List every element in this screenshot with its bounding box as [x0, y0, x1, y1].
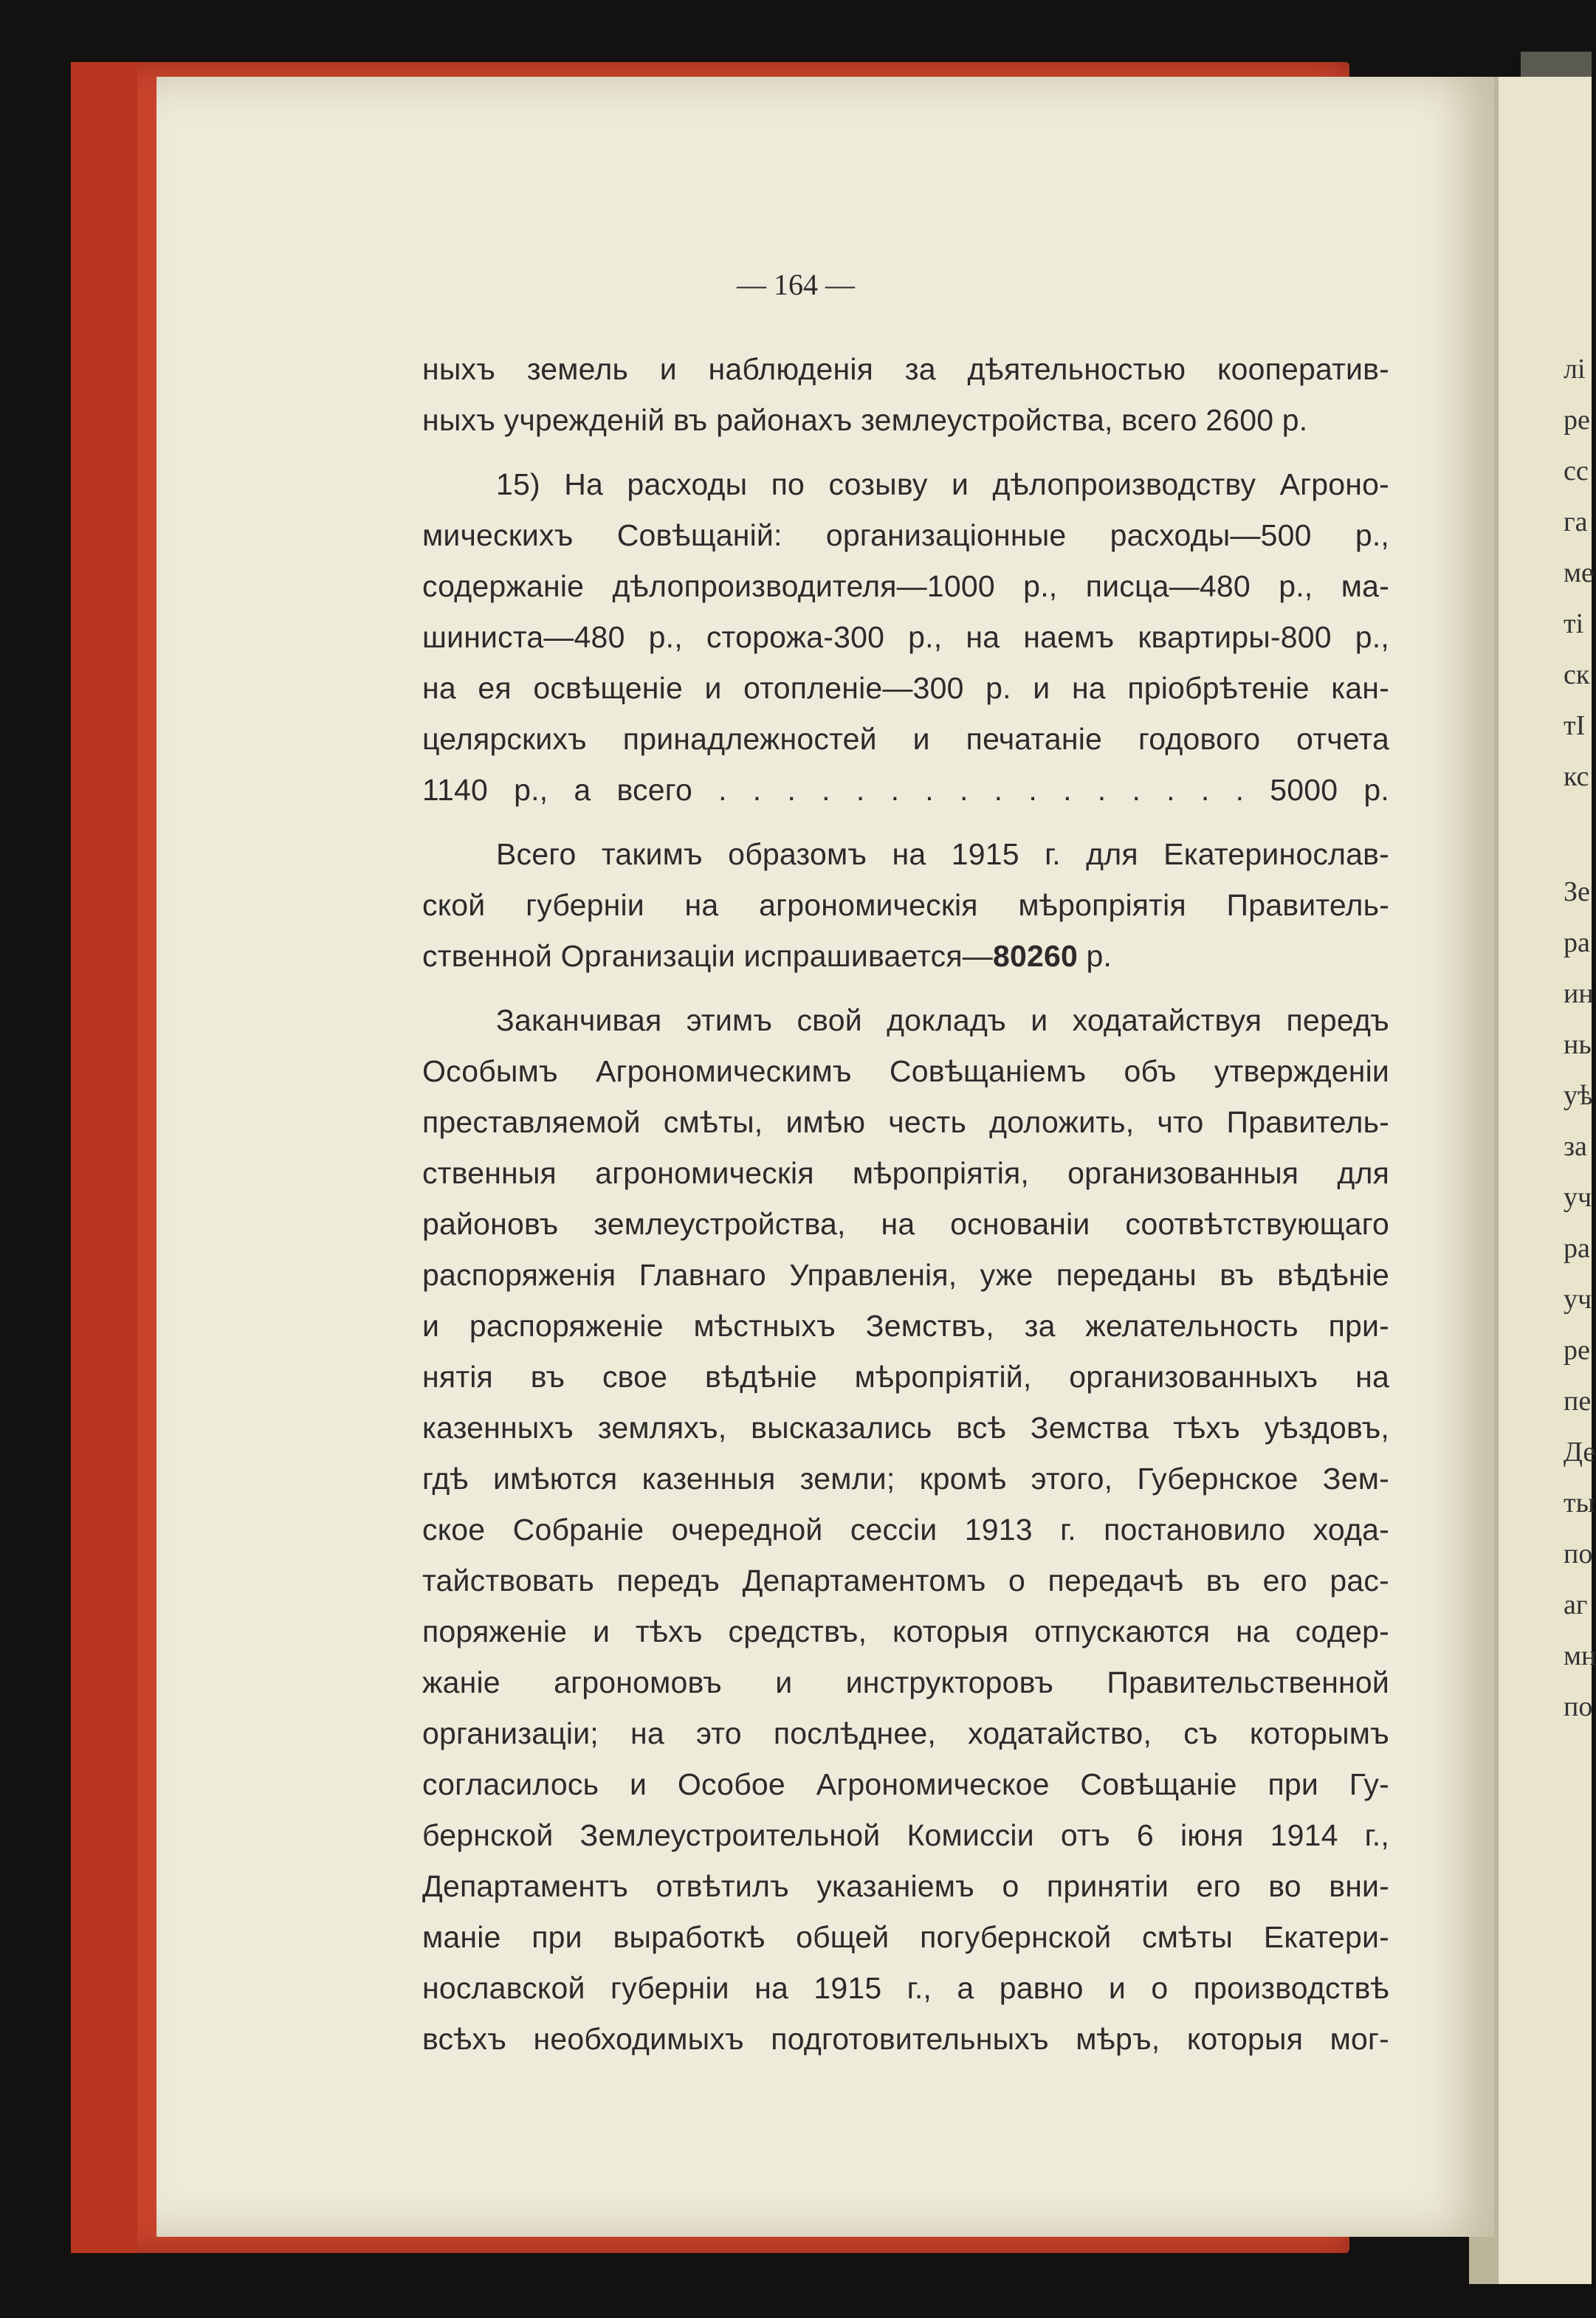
facing-page-fragment: Де [1564, 1437, 1596, 1468]
total-amount: 80260 [992, 939, 1078, 973]
facing-page-fragment: ті [1564, 608, 1584, 639]
text-line: ныхъ земель и наблюденія за дѣятельностью кооператив- [422, 352, 1389, 386]
text-line: жаніе агрономовъ и инструкторовъ Правительственной [422, 1665, 1389, 1699]
text-line: преставляемой смѣты, имѣю честь доложить, что Правитель- [422, 1105, 1389, 1139]
facing-page-fragment: ра [1564, 927, 1590, 958]
facing-page-fragment: ме [1564, 557, 1594, 588]
text-line: Департаментъ отвѣтилъ указаніемъ о принятіи его во вни- [422, 1869, 1389, 1903]
facing-page-fragment: кс [1564, 761, 1589, 792]
text-line: и распоряженіе мѣстныхъ Земствъ, за желательность при- [422, 1309, 1389, 1343]
page-text [422, 344, 1389, 2065]
facing-page-fragment: по [1564, 1691, 1593, 1722]
text-line: нятія въ свое вѣдѣніе мѣропріятій, организованныхъ на [422, 1360, 1389, 1394]
total-suffix: р. [1077, 939, 1112, 973]
text-line: на ея освѣщеніе и отопленіе—300 р. и на пріобрѣтеніе кан- [422, 671, 1389, 705]
facing-page-fragment: пе [1564, 1386, 1592, 1417]
facing-page-fragment: ре [1564, 1335, 1590, 1366]
facing-page-fragment: ра [1564, 1233, 1590, 1264]
facing-page-fragment: аг [1564, 1589, 1588, 1620]
text-line: организаціи; на это послѣднее, ходатайство, съ которымъ [422, 1716, 1389, 1750]
total-label: ственной Организаціи испрашивается— [422, 939, 993, 973]
text-line: ныхъ учрежденій въ районахъ землеустройства, всего 2600 р. [422, 403, 1308, 437]
text-line: гдѣ имѣются казенныя земли; кромѣ этого, Губернское Зем- [422, 1462, 1389, 1496]
text-line: бернской Землеустроительной Комиссіи отъ 6 іюня 1914 г., [422, 1818, 1389, 1852]
text-line: нославской губерніи на 1915 г., а равно и о производствѣ [422, 1971, 1389, 2005]
text-line: 15) На расходы по созыву и дѣлопроизводству Агроно- [496, 467, 1389, 501]
facing-page-fragment: нь [1564, 1029, 1592, 1060]
total-line [422, 931, 1389, 982]
text-line: Заканчивая этимъ свой докладъ и ходатайствуя передъ [496, 1003, 1389, 1037]
text-line: 1140 р., а всего . . . . . . . . . . . . . . . . 5000 р. [422, 773, 1389, 807]
text-line: маніе при выработкѣ общей погубернской смѣты Екатери- [422, 1920, 1389, 1954]
facing-page-fragment: за [1564, 1131, 1587, 1162]
text-line: мическихъ Совѣщаній: организаціонные расходы—500 р., [422, 518, 1389, 552]
facing-page-fragment: ты [1564, 1488, 1595, 1519]
text-line: поряженіе и тѣхъ средствъ, которыя отпускаются на содер- [422, 1614, 1389, 1648]
text-line: тайствовать передъ Департаментомъ о передачѣ въ его рас- [422, 1564, 1389, 1598]
page-number: — 164 — [737, 268, 855, 301]
text-line: Всего такимъ образомъ на 1915 г. для Екатеринослав- [496, 837, 1389, 871]
text-line: ственныя агрономическія мѣропріятія, организованныя для [422, 1156, 1389, 1190]
facing-page-fragment: лі [1564, 354, 1586, 385]
text-line: шиниста—480 р., сторожа-300 р., на наемъ квартиры-800 р., [422, 620, 1389, 654]
facing-page-fragment: ре [1564, 405, 1590, 436]
facing-page-fragment: Зе [1564, 876, 1590, 907]
text-line: распоряженія Главнаго Управленія, уже переданы въ вѣдѣніе [422, 1258, 1389, 1292]
text-line: Особымъ Агрономическимъ Совѣщаніемъ объ утвержденіи [422, 1054, 1389, 1088]
text-line: содержаніе дѣлопроизводителя—1000 р., писца—480 р., ма- [422, 569, 1389, 603]
cover-edge [71, 62, 137, 2253]
facing-page-fragment: уѣ [1564, 1080, 1593, 1111]
text-line: всѣхъ необходимыхъ подготовительныхъ мѣръ, которыя мог- [422, 2022, 1389, 2056]
facing-page-fragment: ин [1564, 978, 1594, 1009]
facing-page-fragment: по [1564, 1538, 1593, 1569]
facing-page-fragment: га [1564, 506, 1588, 537]
text-line: целярскихъ принадлежностей и печатаніе годового отчета [422, 722, 1389, 756]
facing-page-fragment: уч [1564, 1182, 1592, 1213]
text-line: ской губерніи на агрономическія мѣропріятія Правитель- [422, 888, 1389, 922]
text-line: казенныхъ земляхъ, высказались всѣ Земства тѣхъ уѣздовъ, [422, 1411, 1389, 1445]
facing-page-text [1564, 344, 1596, 1733]
facing-page-fragment: тІ [1564, 710, 1586, 741]
facing-page-fragment: мн [1564, 1640, 1596, 1671]
text-line: согласилось и Особое Агрономическое Совѣщаніе при Гу- [422, 1767, 1389, 1801]
facing-page-fragment: сс [1564, 455, 1589, 486]
facing-page-fragment [1564, 802, 1593, 853]
text-line: ское Собраніе очередной сессіи 1913 г. постановило хода- [422, 1513, 1389, 1547]
facing-page-fragment: уч [1564, 1284, 1592, 1315]
facing-page-fragment: ск [1564, 659, 1590, 690]
text-line: районовъ землеустройства, на основаніи соотвѣтствующаго [422, 1207, 1389, 1241]
